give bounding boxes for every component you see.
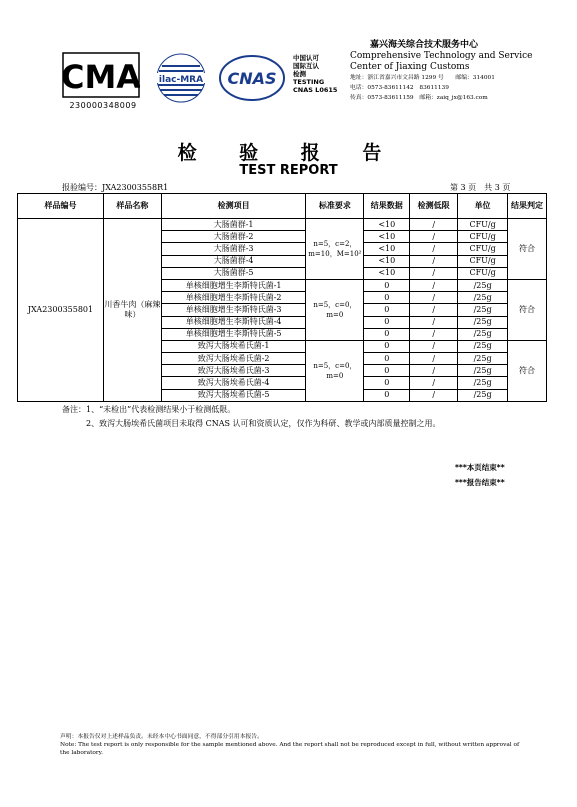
- sample-id-cell: JXA2300355801: [18, 219, 104, 402]
- result-value: <10: [364, 255, 410, 267]
- unit-value: CFU/g: [458, 231, 508, 243]
- limit-value: /: [410, 316, 458, 328]
- test-item: 单核细胞增生李斯特氏菌-1: [161, 279, 306, 291]
- cnas-text-line: TESTING: [293, 78, 325, 86]
- limit-value: /: [410, 255, 458, 267]
- result-value: 0: [364, 328, 410, 340]
- test-item: 致泻大肠埃希氏菌-2: [161, 353, 306, 365]
- limit-value: /: [410, 279, 458, 291]
- result-value: 0: [364, 340, 410, 352]
- limit-value: /: [410, 304, 458, 316]
- end-of-page-marker: ***本页结束**: [455, 463, 505, 472]
- test-item: 致泻大肠埃希氏菌-5: [161, 389, 306, 401]
- limit-value: /: [410, 353, 458, 365]
- cnas-logo: [218, 54, 286, 102]
- col-header-limit: 检测低限: [410, 194, 458, 219]
- result-value: 0: [364, 389, 410, 401]
- col-header-sample-name: 样品名称: [103, 194, 161, 219]
- result-value: <10: [364, 243, 410, 255]
- col-header-test-item: 检测项目: [161, 194, 306, 219]
- cnas-text-line: CNAS L0615: [293, 86, 338, 94]
- limit-value: /: [410, 365, 458, 377]
- limit-value: /: [410, 267, 458, 279]
- cnas-text-line: 国际互认: [293, 62, 319, 70]
- limit-value: /: [410, 389, 458, 401]
- unit-value: /25g: [458, 365, 508, 377]
- test-item: 大肠菌群-2: [161, 231, 306, 243]
- limit-value: /: [410, 328, 458, 340]
- verdict-cell: 符合: [508, 279, 547, 340]
- remark-line: 备注：1、“未检出”代表检测结果小于检测低限。: [62, 405, 236, 414]
- col-header-result: 结果数据: [364, 194, 410, 219]
- unit-value: /25g: [458, 353, 508, 365]
- report-number: 报验编号：JXA23003558R1: [62, 183, 169, 192]
- test-item: 致泻大肠埃希氏菌-1: [161, 340, 306, 352]
- report-title-zh: 检 验 报 告: [177, 142, 400, 164]
- unit-value: CFU/g: [458, 267, 508, 279]
- requirement-cell: n=5，c=2，m=10，M=10²: [306, 219, 364, 280]
- org-name-zh: 嘉兴海关综合技术服务中心: [370, 40, 479, 50]
- test-item: 大肠菌群-5: [161, 267, 306, 279]
- verdict-cell: 符合: [508, 219, 547, 280]
- result-value: 0: [364, 304, 410, 316]
- limit-value: /: [410, 340, 458, 352]
- ilac-mra-logo: [152, 52, 210, 104]
- end-of-report-marker: ***报告结束**: [455, 478, 505, 487]
- cma-logo-text: CMA: [62, 58, 140, 96]
- table-header-row: [18, 194, 547, 219]
- page-info: 第 3 页 共 3 页: [450, 183, 511, 192]
- org-name-en-1: Comprehensive Technology and Service: [350, 51, 533, 61]
- result-value: 0: [364, 279, 410, 291]
- result-value: <10: [364, 267, 410, 279]
- limit-value: /: [410, 243, 458, 255]
- result-value: 0: [364, 353, 410, 365]
- table-row: [18, 219, 547, 231]
- cnas-accreditation-text: [293, 54, 337, 94]
- unit-value: /25g: [458, 279, 508, 291]
- org-fax: 传真：0573-83611159 邮箱：zaiq_jx@163.com: [350, 95, 488, 101]
- col-header-unit: 单位: [458, 194, 508, 219]
- end-markers: [455, 460, 505, 490]
- test-item: 致泻大肠埃希氏菌-4: [161, 377, 306, 389]
- test-item: 致泻大肠埃希氏菌-3: [161, 365, 306, 377]
- limit-value: /: [410, 377, 458, 389]
- sample-name-cell: 川香牛肉（麻辣味）: [103, 219, 161, 402]
- test-item: 大肠菌群-4: [161, 255, 306, 267]
- footer-disclaimer-zh: 声明：本报告仅对上述样品负责。未经本中心书面同意，不得部分引用本报告。: [60, 734, 263, 740]
- cma-number: 230000348009: [69, 101, 137, 110]
- result-value: 0: [364, 365, 410, 377]
- test-item: 单核细胞增生李斯特氏菌-2: [161, 292, 306, 304]
- results-table: [17, 193, 547, 402]
- unit-value: /25g: [458, 292, 508, 304]
- test-item: 单核细胞增生李斯特氏菌-4: [161, 316, 306, 328]
- org-phone: 电话：0573-83611142 83611139: [350, 85, 449, 91]
- unit-value: CFU/g: [458, 255, 508, 267]
- org-address: 地址：浙江省嘉兴市文昌路 1299 号 邮编：314001: [350, 75, 495, 81]
- unit-value: CFU/g: [458, 243, 508, 255]
- footer-disclaimer-en: Note: The test report is only responsible for the sample mentioned above. And the report shall not be reproduced except in full, without written approval of the laboratory.: [60, 742, 520, 756]
- unit-value: /25g: [458, 340, 508, 352]
- footer-disclaimer: [60, 733, 530, 757]
- test-item: 大肠菌群-3: [161, 243, 306, 255]
- col-header-sample-id: 样品编号: [18, 194, 104, 219]
- limit-value: /: [410, 231, 458, 243]
- test-item: 单核细胞增生李斯特氏菌-3: [161, 304, 306, 316]
- unit-value: /25g: [458, 304, 508, 316]
- ilac-mra-logo-text: ilac-MRA: [158, 75, 204, 85]
- unit-value: /25g: [458, 328, 508, 340]
- result-value: <10: [364, 231, 410, 243]
- report-title-en: TEST REPORT: [239, 163, 338, 178]
- test-item: 单核细胞增生李斯特氏菌-5: [161, 328, 306, 340]
- cnas-text-line: 中国认可: [293, 54, 319, 62]
- col-header-requirement: 标准要求: [306, 194, 364, 219]
- result-value: <10: [364, 219, 410, 231]
- requirement-cell: n=5，c=0，m=0: [306, 340, 364, 401]
- result-value: 0: [364, 316, 410, 328]
- org-name-en-2: Center of Jiaxing Customs: [350, 62, 470, 72]
- limit-value: /: [410, 219, 458, 231]
- result-value: 0: [364, 292, 410, 304]
- limit-value: /: [410, 292, 458, 304]
- remark-line: 2、致泻大肠埃希氏菌项目未取得 CNAS 认可和资质认定，仅作为科研、教学或内部质量控制之用。: [62, 419, 441, 428]
- result-value: 0: [364, 377, 410, 389]
- unit-value: /25g: [458, 377, 508, 389]
- cma-logo: [62, 52, 140, 98]
- organization-info: [350, 40, 550, 103]
- verdict-cell: 符合: [508, 340, 547, 401]
- unit-value: /25g: [458, 389, 508, 401]
- unit-value: /25g: [458, 316, 508, 328]
- remarks: [62, 403, 441, 431]
- unit-value: CFU/g: [458, 219, 508, 231]
- col-header-verdict: 结果判定: [508, 194, 547, 219]
- cnas-text-line: 检测: [293, 70, 306, 78]
- test-item: 大肠菌群-1: [161, 219, 306, 231]
- cnas-logo-text: CNAS: [227, 69, 277, 88]
- requirement-cell: n=5，c=0，m=0: [306, 279, 364, 340]
